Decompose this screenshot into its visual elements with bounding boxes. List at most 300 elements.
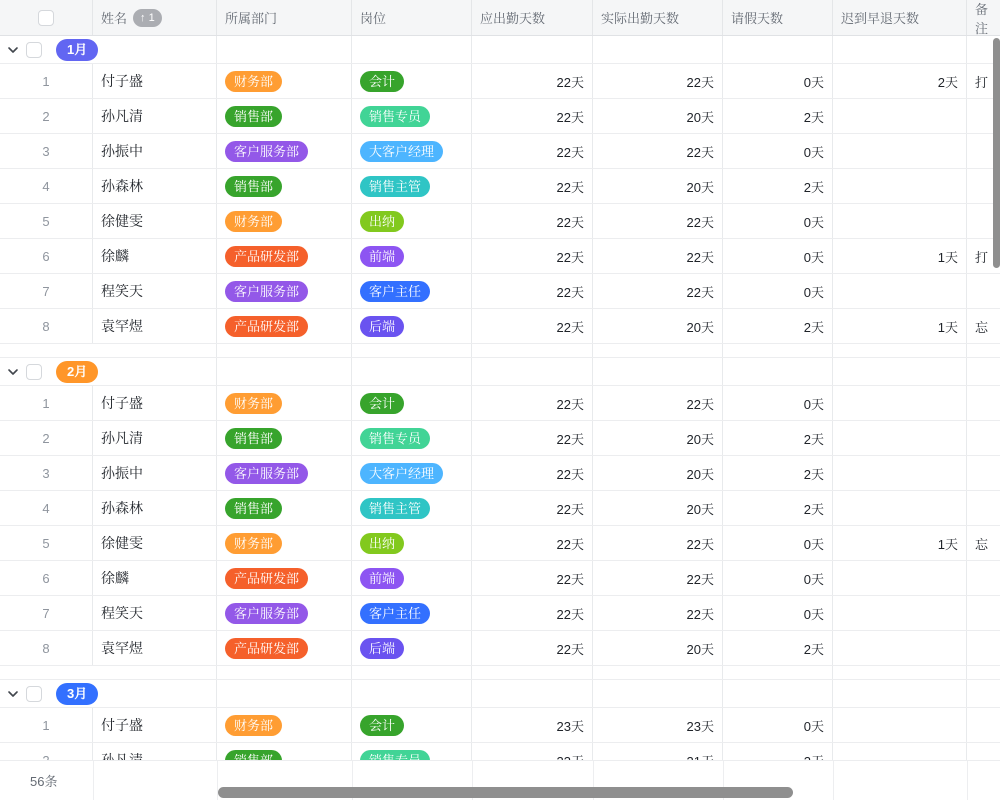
employee-name: 程笑天 <box>101 283 143 299</box>
actual-days-value: 22天 <box>686 214 714 230</box>
name-cell[interactable] <box>93 99 217 133</box>
position-cell[interactable] <box>352 274 472 308</box>
actual-days-value: 20天 <box>686 109 714 125</box>
name-cell[interactable] <box>93 204 217 238</box>
expected-days-value: 22天 <box>556 431 584 447</box>
actual-days-cell[interactable] <box>593 309 723 343</box>
row-number-cell[interactable] <box>0 169 93 203</box>
late-days-cell[interactable] <box>833 596 967 630</box>
column-header-remark[interactable] <box>967 0 1000 35</box>
position-tag: 会计 <box>360 71 404 92</box>
actual-days-cell[interactable] <box>593 99 723 133</box>
department-cell[interactable] <box>217 526 352 560</box>
expected-days-value: 22天 <box>556 641 584 657</box>
leave-days-value: 0天 <box>803 571 824 587</box>
expected-days-value: 22天 <box>556 74 584 90</box>
actual-days-cell[interactable] <box>593 491 723 525</box>
actual-days-value: 20天 <box>686 466 714 482</box>
late-days-value: 1天 <box>937 319 958 335</box>
name-cell[interactable] <box>93 456 217 490</box>
actual-days-cell[interactable] <box>593 204 723 238</box>
table-row <box>0 456 1000 491</box>
employee-name: 孙森林 <box>101 500 143 516</box>
row-number: 7 <box>42 605 50 621</box>
expected-days-value: 22天 <box>556 179 584 195</box>
position-cell[interactable] <box>352 456 472 490</box>
row-number: 2 <box>42 430 50 446</box>
department-tag: 财务部 <box>225 715 282 736</box>
name-cell[interactable] <box>93 64 217 98</box>
position-tag: 大客户经理 <box>360 463 443 484</box>
employee-name: 孙森林 <box>101 178 143 194</box>
department-tag: 财务部 <box>225 533 282 554</box>
late-days-cell[interactable] <box>833 169 967 203</box>
vertical-scrollbar[interactable] <box>993 38 1000 268</box>
remark-cell[interactable] <box>967 561 1000 595</box>
remark-cell[interactable] <box>967 526 1000 560</box>
employee-name: 付子盛 <box>101 717 143 733</box>
table-body <box>0 36 1000 800</box>
position-cell[interactable] <box>352 64 472 98</box>
row-number: 8 <box>42 640 50 656</box>
expected-days-cell[interactable] <box>472 631 593 665</box>
expected-days-cell[interactable] <box>472 596 593 630</box>
department-cell[interactable] <box>217 631 352 665</box>
employee-name: 徐麟 <box>101 570 129 586</box>
remark-cell[interactable] <box>967 491 1000 525</box>
employee-name: 孙振中 <box>101 465 143 481</box>
remark-cell[interactable] <box>967 456 1000 490</box>
select-all-cell[interactable] <box>0 0 93 35</box>
name-cell[interactable] <box>93 596 217 630</box>
department-tag: 产品研发部 <box>225 246 308 267</box>
name-cell[interactable] <box>93 239 217 273</box>
department-cell[interactable] <box>217 204 352 238</box>
department-tag: 产品研发部 <box>225 638 308 659</box>
column-header-position[interactable] <box>352 0 472 35</box>
expected-days-cell[interactable] <box>472 526 593 560</box>
employee-name: 袁罕煜 <box>101 318 143 334</box>
leave-days-value: 2天 <box>803 319 824 335</box>
row-number-cell[interactable] <box>0 708 93 742</box>
leave-days-value: 0天 <box>803 718 824 734</box>
position-cell[interactable] <box>352 169 472 203</box>
actual-days-cell[interactable] <box>593 596 723 630</box>
leave-days-cell[interactable] <box>723 561 833 595</box>
leave-days-cell[interactable] <box>723 239 833 273</box>
leave-days-cell[interactable] <box>723 309 833 343</box>
department-tag: 客户服务部 <box>225 141 308 162</box>
row-number-cell[interactable] <box>0 309 93 343</box>
row-number-cell[interactable] <box>0 274 93 308</box>
row-number-cell[interactable] <box>0 596 93 630</box>
leave-days-cell[interactable] <box>723 134 833 168</box>
group-header-row <box>0 680 1000 708</box>
department-cell[interactable] <box>217 456 352 490</box>
expected-days-value: 22天 <box>556 319 584 335</box>
row-number-cell[interactable] <box>0 491 93 525</box>
position-cell[interactable] <box>352 309 472 343</box>
actual-days-cell[interactable] <box>593 456 723 490</box>
group-checkbox[interactable] <box>26 686 42 702</box>
sort-badge[interactable]: ↑ 1 <box>133 9 162 27</box>
expected-days-value: 22天 <box>556 536 584 552</box>
late-days-cell[interactable] <box>833 456 967 490</box>
position-tag: 大客户经理 <box>360 141 443 162</box>
group-label-pill[interactable]: 1月 <box>56 39 98 61</box>
column-label: 姓名 <box>101 11 128 26</box>
department-tag: 销售部 <box>225 176 282 197</box>
actual-days-cell[interactable] <box>593 134 723 168</box>
leave-days-value: 0天 <box>803 284 824 300</box>
row-number: 3 <box>42 465 50 481</box>
table-row <box>0 526 1000 561</box>
chevron-down-icon[interactable] <box>0 688 26 700</box>
expected-days-value: 22天 <box>556 571 584 587</box>
actual-days-value: 20天 <box>686 641 714 657</box>
table-row <box>0 309 1000 344</box>
name-cell[interactable] <box>93 309 217 343</box>
expected-days-value: 22天 <box>556 109 584 125</box>
position-tag: 后端 <box>360 638 404 659</box>
actual-days-value: 22天 <box>686 536 714 552</box>
position-cell[interactable] <box>352 631 472 665</box>
remark-cell[interactable] <box>967 386 1000 420</box>
column-header-name[interactable] <box>93 0 217 35</box>
leave-days-cell[interactable] <box>723 491 833 525</box>
employee-name: 程笑天 <box>101 605 143 621</box>
actual-days-cell[interactable] <box>593 239 723 273</box>
row-number-cell[interactable] <box>0 631 93 665</box>
late-days-cell[interactable] <box>833 239 967 273</box>
row-number-cell[interactable] <box>0 421 93 455</box>
row-number: 1 <box>42 717 50 733</box>
position-cell[interactable] <box>352 708 472 742</box>
employee-name: 孙振中 <box>101 143 143 159</box>
group-header-row <box>0 36 1000 64</box>
actual-days-value: 22天 <box>686 74 714 90</box>
department-cell[interactable] <box>217 64 352 98</box>
expected-days-value: 22天 <box>556 396 584 412</box>
position-cell[interactable] <box>352 386 472 420</box>
leave-days-value: 0天 <box>803 536 824 552</box>
horizontal-scrollbar[interactable] <box>218 787 793 798</box>
expected-days-value: 22天 <box>556 466 584 482</box>
leave-days-cell[interactable] <box>723 631 833 665</box>
expected-days-value: 22天 <box>556 501 584 517</box>
group-gap-row <box>0 344 1000 358</box>
column-header-expected-days[interactable] <box>472 0 593 35</box>
late-days-cell[interactable] <box>833 64 967 98</box>
remark-value: 忘 <box>975 536 989 552</box>
leave-days-cell[interactable] <box>723 274 833 308</box>
leave-days-value: 2天 <box>803 641 824 657</box>
chevron-down-icon[interactable] <box>0 366 26 378</box>
actual-days-value: 20天 <box>686 431 714 447</box>
actual-days-cell[interactable] <box>593 631 723 665</box>
position-tag: 前端 <box>360 568 404 589</box>
expected-days-cell[interactable] <box>472 99 593 133</box>
column-header-actual-days[interactable] <box>593 0 723 35</box>
name-cell[interactable] <box>93 169 217 203</box>
row-number-cell[interactable] <box>0 134 93 168</box>
leave-days-cell[interactable] <box>723 708 833 742</box>
expected-days-value: 22天 <box>556 284 584 300</box>
row-number-cell[interactable] <box>0 456 93 490</box>
leave-days-cell[interactable] <box>723 526 833 560</box>
department-cell[interactable] <box>217 99 352 133</box>
name-cell[interactable] <box>93 526 217 560</box>
employee-name: 袁罕煜 <box>101 640 143 656</box>
remark-cell[interactable] <box>967 631 1000 665</box>
department-tag: 财务部 <box>225 393 282 414</box>
expected-days-cell[interactable] <box>472 274 593 308</box>
row-number-cell[interactable] <box>0 239 93 273</box>
late-days-cell[interactable] <box>833 134 967 168</box>
department-cell[interactable] <box>217 421 352 455</box>
department-tag: 财务部 <box>225 71 282 92</box>
position-tag: 会计 <box>360 715 404 736</box>
department-cell[interactable] <box>217 561 352 595</box>
column-label: 应出勤天数 <box>480 11 546 26</box>
table-row <box>0 596 1000 631</box>
late-days-cell[interactable] <box>833 421 967 455</box>
leave-days-cell[interactable] <box>723 456 833 490</box>
row-number: 1 <box>42 73 50 89</box>
expected-days-cell[interactable] <box>472 309 593 343</box>
name-cell[interactable] <box>93 491 217 525</box>
actual-days-value: 20天 <box>686 319 714 335</box>
remark-value: 打 <box>975 74 989 90</box>
expected-days-cell[interactable] <box>472 239 593 273</box>
employee-name: 孙凡清 <box>101 108 143 124</box>
remark-cell[interactable] <box>967 309 1000 343</box>
name-cell[interactable] <box>93 421 217 455</box>
table-row <box>0 239 1000 274</box>
group-gap-row <box>0 666 1000 680</box>
department-tag: 客户服务部 <box>225 603 308 624</box>
late-days-cell[interactable] <box>833 204 967 238</box>
table-header <box>0 0 1000 36</box>
position-tag: 销售主管 <box>360 176 430 197</box>
position-cell[interactable] <box>352 204 472 238</box>
position-tag: 销售主管 <box>360 498 430 519</box>
leave-days-cell[interactable] <box>723 421 833 455</box>
leave-days-value: 0天 <box>803 214 824 230</box>
employee-name: 徐麟 <box>101 248 129 264</box>
department-cell[interactable] <box>217 386 352 420</box>
department-cell[interactable] <box>217 169 352 203</box>
employee-name: 付子盛 <box>101 395 143 411</box>
expected-days-value: 23天 <box>556 718 584 734</box>
position-tag: 客户主任 <box>360 281 430 302</box>
actual-days-value: 22天 <box>686 144 714 160</box>
group-label-pill[interactable]: 3月 <box>56 683 98 705</box>
late-days-cell[interactable] <box>833 491 967 525</box>
actual-days-value: 22天 <box>686 284 714 300</box>
department-tag: 销售部 <box>225 498 282 519</box>
actual-days-value: 22天 <box>686 606 714 622</box>
group-checkbox[interactable] <box>26 364 42 380</box>
late-days-cell[interactable] <box>833 631 967 665</box>
table-row <box>0 708 1000 743</box>
chevron-down-icon[interactable] <box>0 44 26 56</box>
late-days-cell[interactable] <box>833 561 967 595</box>
table-row <box>0 64 1000 99</box>
position-tag: 后端 <box>360 316 404 337</box>
name-cell[interactable] <box>93 274 217 308</box>
late-days-value: 1天 <box>937 536 958 552</box>
expected-days-value: 22天 <box>556 606 584 622</box>
expected-days-value: 22天 <box>556 214 584 230</box>
expected-days-cell[interactable] <box>472 708 593 742</box>
position-cell[interactable] <box>352 99 472 133</box>
select-all-checkbox[interactable] <box>38 10 54 26</box>
department-tag: 客户服务部 <box>225 463 308 484</box>
expected-days-cell[interactable] <box>472 456 593 490</box>
actual-days-value: 22天 <box>686 249 714 265</box>
department-tag: 销售部 <box>225 106 282 127</box>
position-cell[interactable] <box>352 491 472 525</box>
position-cell[interactable] <box>352 526 472 560</box>
leave-days-value: 0天 <box>803 74 824 90</box>
department-tag: 销售部 <box>225 428 282 449</box>
position-cell[interactable] <box>352 134 472 168</box>
name-cell[interactable] <box>93 561 217 595</box>
late-days-cell[interactable] <box>833 309 967 343</box>
leave-days-cell[interactable] <box>723 386 833 420</box>
row-number: 5 <box>42 535 50 551</box>
row-number: 8 <box>42 318 50 334</box>
position-tag: 前端 <box>360 246 404 267</box>
leave-days-cell[interactable] <box>723 204 833 238</box>
row-number: 4 <box>42 500 50 516</box>
expected-days-cell[interactable] <box>472 204 593 238</box>
row-number-cell[interactable] <box>0 64 93 98</box>
late-days-cell[interactable] <box>833 386 967 420</box>
expected-days-cell[interactable] <box>472 491 593 525</box>
department-tag: 产品研发部 <box>225 316 308 337</box>
leave-days-value: 0天 <box>803 249 824 265</box>
late-days-cell[interactable] <box>833 526 967 560</box>
position-tag: 出纳 <box>360 211 404 232</box>
group-label-pill[interactable]: 2月 <box>56 361 98 383</box>
row-number: 6 <box>42 248 50 264</box>
actual-days-value: 22天 <box>686 396 714 412</box>
leave-days-cell[interactable] <box>723 99 833 133</box>
expected-days-cell[interactable] <box>472 134 593 168</box>
department-cell[interactable] <box>217 309 352 343</box>
position-tag: 出纳 <box>360 533 404 554</box>
row-number-cell[interactable] <box>0 386 93 420</box>
position-cell[interactable] <box>352 421 472 455</box>
leave-days-cell[interactable] <box>723 64 833 98</box>
name-cell[interactable] <box>93 631 217 665</box>
department-cell[interactable] <box>217 708 352 742</box>
leave-days-value: 2天 <box>803 431 824 447</box>
row-number-cell[interactable] <box>0 204 93 238</box>
row-number: 1 <box>42 395 50 411</box>
column-label: 请假天数 <box>731 11 784 26</box>
column-label: 备注 <box>975 1 989 36</box>
position-tag: 销售专员 <box>360 106 430 127</box>
remark-value: 忘 <box>975 319 989 335</box>
name-cell[interactable] <box>93 708 217 742</box>
department-cell[interactable] <box>217 274 352 308</box>
department-cell[interactable] <box>217 491 352 525</box>
late-days-cell[interactable] <box>833 99 967 133</box>
leave-days-value: 0天 <box>803 144 824 160</box>
leave-days-value: 2天 <box>803 466 824 482</box>
column-header-leave-days[interactable] <box>723 0 833 35</box>
late-days-value: 2天 <box>937 74 958 90</box>
expected-days-value: 22天 <box>556 249 584 265</box>
expected-days-cell[interactable] <box>472 386 593 420</box>
actual-days-cell[interactable] <box>593 421 723 455</box>
remark-cell[interactable] <box>967 596 1000 630</box>
actual-days-cell[interactable] <box>593 526 723 560</box>
group-checkbox[interactable] <box>26 42 42 58</box>
actual-days-cell[interactable] <box>593 708 723 742</box>
table-row <box>0 274 1000 309</box>
name-cell[interactable] <box>93 386 217 420</box>
position-cell[interactable] <box>352 239 472 273</box>
department-cell[interactable] <box>217 134 352 168</box>
remark-cell[interactable] <box>967 421 1000 455</box>
table-row <box>0 561 1000 596</box>
actual-days-cell[interactable] <box>593 169 723 203</box>
position-cell[interactable] <box>352 596 472 630</box>
expected-days-cell[interactable] <box>472 561 593 595</box>
record-count: 56条 <box>30 774 58 789</box>
remark-cell[interactable] <box>967 274 1000 308</box>
department-cell[interactable] <box>217 596 352 630</box>
actual-days-value: 20天 <box>686 179 714 195</box>
leave-days-cell[interactable] <box>723 169 833 203</box>
row-number: 5 <box>42 213 50 229</box>
column-header-late-days[interactable] <box>833 0 967 35</box>
column-label: 所属部门 <box>225 11 278 26</box>
row-number-cell[interactable] <box>0 561 93 595</box>
actual-days-cell[interactable] <box>593 561 723 595</box>
row-number-cell[interactable] <box>0 99 93 133</box>
actual-days-cell[interactable] <box>593 386 723 420</box>
actual-days-cell[interactable] <box>593 64 723 98</box>
remark-cell[interactable] <box>967 708 1000 742</box>
row-number: 7 <box>42 283 50 299</box>
name-cell[interactable] <box>93 134 217 168</box>
employee-name: 徐健雯 <box>101 535 143 551</box>
leave-days-value: 0天 <box>803 396 824 412</box>
leave-days-cell[interactable] <box>723 596 833 630</box>
expected-days-cell[interactable] <box>472 169 593 203</box>
expected-days-cell[interactable] <box>472 64 593 98</box>
position-cell[interactable] <box>352 561 472 595</box>
row-number-cell[interactable] <box>0 526 93 560</box>
department-cell[interactable] <box>217 239 352 273</box>
leave-days-value: 2天 <box>803 179 824 195</box>
table-row <box>0 631 1000 666</box>
position-tag: 客户主任 <box>360 603 430 624</box>
late-days-cell[interactable] <box>833 708 967 742</box>
table-row <box>0 169 1000 204</box>
late-days-cell[interactable] <box>833 274 967 308</box>
actual-days-cell[interactable] <box>593 274 723 308</box>
column-header-department[interactable] <box>217 0 352 35</box>
leave-days-value: 0天 <box>803 606 824 622</box>
expected-days-cell[interactable] <box>472 421 593 455</box>
position-tag: 会计 <box>360 393 404 414</box>
